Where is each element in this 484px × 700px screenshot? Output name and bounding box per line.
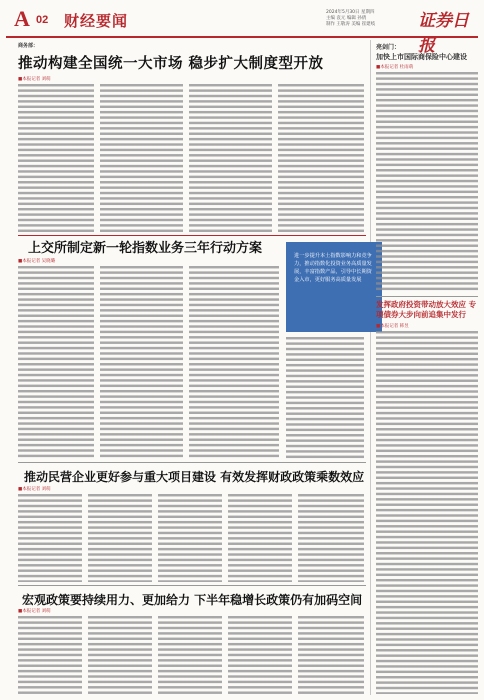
lead-body-col-2 [100, 84, 183, 232]
feature-body-col-3 [189, 266, 279, 459]
column-divider [370, 40, 371, 695]
issue-meta-line: 制作 王敬涛 美编 崔建岐 [326, 22, 376, 27]
right-story2-headline: 发挥政府投资带动放大效应 专项债券大步向前追集中发行 [376, 300, 477, 319]
lead-headline: 推动构建全国统一大市场 稳步扩大制度型开放 [18, 56, 324, 72]
feature-headline: 上交所制定新一轮指数业务三年行动方案 [28, 241, 263, 256]
section-rule [18, 235, 366, 236]
story4-byline: ■本报记者 刘萌 [18, 609, 51, 614]
right-story1-body [376, 72, 478, 292]
section-title: 财经要闻 [64, 12, 129, 30]
story4-headline: 宏观政策要持续用力、更加给力 下半年稳增长政策仍有加码空间 [22, 593, 363, 607]
story3-headline: 推动民营企业更好参与重大项目建设 有效发挥财政政策乘数效应 [24, 470, 365, 484]
story4-body-col-1 [18, 616, 82, 694]
feature-byline: ■本报记者 吴晓璐 [18, 259, 56, 264]
right-story1-headline: 加快上市国际商保险中心建设 [376, 53, 467, 61]
story4-body-col-5 [298, 616, 364, 694]
page-letter: A [14, 6, 30, 31]
section-rule [18, 585, 366, 586]
story4-body-col-2 [88, 616, 152, 694]
lead-body-col-4 [278, 84, 364, 232]
story3-body-col-5 [298, 494, 364, 582]
right-kicker: 亮剑门： [376, 44, 401, 51]
feature-body-col-4 [286, 337, 364, 459]
story3-body-col-2 [88, 494, 152, 582]
lead-body-col-1 [18, 84, 94, 232]
issue-meta [326, 10, 416, 28]
right-story2-body [376, 331, 478, 694]
feature-body-col-1 [18, 266, 94, 459]
lead-kicker: 商务部： [18, 43, 39, 49]
story4-body-col-4 [228, 616, 292, 694]
story3-body-col-1 [18, 494, 82, 582]
story3-body-col-3 [158, 494, 222, 582]
section-rule [376, 296, 478, 297]
newspaper-logo: 证券日报 [418, 11, 469, 56]
pull-quote-text: 进一步提升本土指数影响力和竞争力，推动指数化投资业务高质量发展，丰富指数产品，引导中长期资金入市，更好服务高质量发展 [294, 253, 372, 283]
lead-body-col-3 [189, 84, 272, 232]
story4-body-col-3 [158, 616, 222, 694]
right-story2-byline: ■本报记者 韩昱 [376, 324, 409, 329]
story3-body-col-4 [228, 494, 292, 582]
issue-meta-line: 2024年5月30日 星期四 [326, 10, 375, 15]
issue-meta-line: 主编 袁元 编辑 孙倩 [326, 16, 367, 21]
feature-body-col-2 [100, 266, 183, 459]
lead-byline: ■本报记者 刘萌 [18, 77, 51, 82]
section-rule [18, 462, 366, 463]
right-story1-byline: ■本报记者 杜雨萌 [376, 65, 414, 70]
feature-pull-quote [286, 242, 382, 332]
page-number: 02 [36, 14, 49, 26]
story3-byline: ■本报记者 刘萌 [18, 487, 51, 492]
